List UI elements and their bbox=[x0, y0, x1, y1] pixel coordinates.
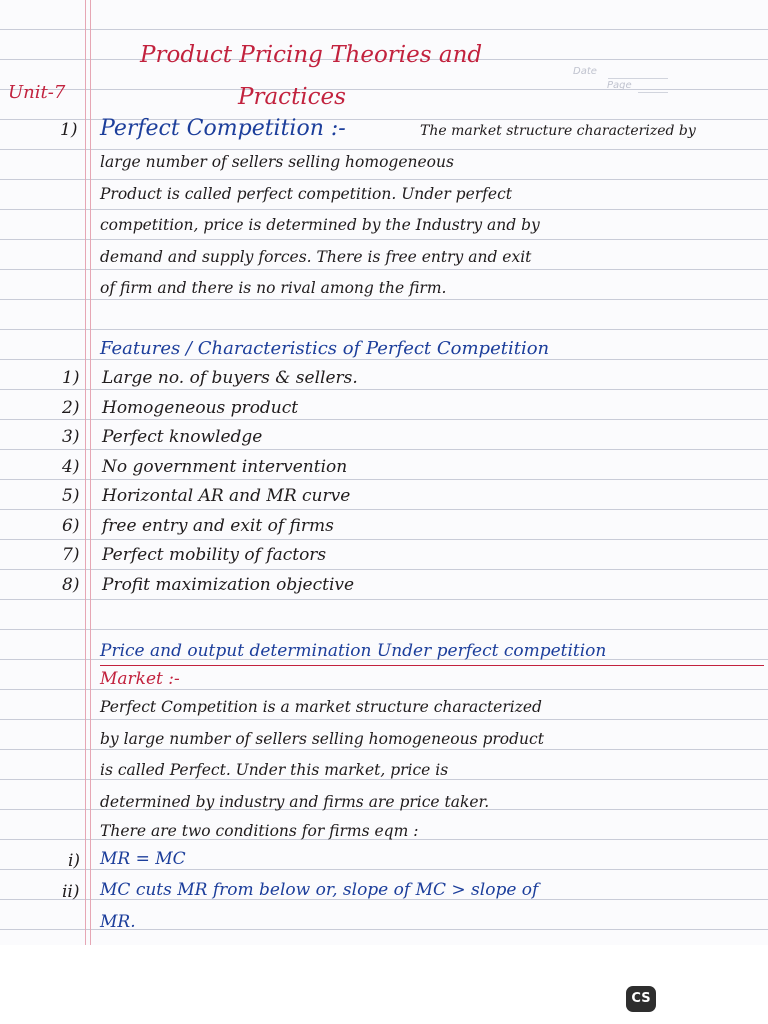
feature-number: 6) bbox=[62, 516, 80, 536]
feature-item: Perfect mobility of factors bbox=[102, 545, 327, 565]
camscanner-badge: CS bbox=[626, 986, 656, 1012]
paragraph-line: competition, price is determined by the Industry and by bbox=[100, 216, 540, 234]
date-page-stamp bbox=[563, 56, 673, 104]
feature-number: 2) bbox=[62, 398, 80, 418]
feature-item: Perfect knowledge bbox=[102, 427, 263, 447]
feature-item: free entry and exit of firms bbox=[102, 516, 334, 536]
condition-text: MC cuts MR from below or, slope of MC > slope of bbox=[100, 880, 539, 900]
paragraph-line: large number of sellers selling homogeneous bbox=[100, 153, 454, 171]
page-title-line2: Practices bbox=[238, 84, 346, 110]
paragraph-line: is called Perfect. Under this market, price is bbox=[100, 761, 449, 779]
section-number: 1) bbox=[60, 120, 78, 140]
unit-label: Unit-7 bbox=[8, 82, 66, 103]
paragraph-line: determined by industry and firms are price taker. bbox=[100, 793, 490, 811]
section-heading: Price and output determination Under perfect competition bbox=[100, 641, 607, 661]
condition-number: ii) bbox=[62, 882, 80, 902]
feature-number: 8) bbox=[62, 575, 80, 595]
feature-number: 4) bbox=[62, 457, 80, 477]
paragraph-line: The market structure characterized by bbox=[420, 124, 696, 138]
section-heading: Perfect Competition :- bbox=[100, 116, 346, 141]
date-label: Date bbox=[573, 66, 597, 77]
feature-number: 1) bbox=[62, 368, 80, 388]
condition-continuation: MR. bbox=[100, 912, 136, 932]
paragraph-line: of firm and there is no rival among the firm. bbox=[100, 279, 447, 297]
feature-item: No government intervention bbox=[102, 457, 348, 477]
feature-number: 7) bbox=[62, 545, 80, 565]
feature-item: Horizontal AR and MR curve bbox=[102, 486, 351, 506]
condition-number: i) bbox=[68, 851, 81, 871]
feature-number: 5) bbox=[62, 486, 80, 506]
features-heading: Features / Characteristics of Perfect Competition bbox=[100, 338, 550, 359]
section-heading-continued: Market :- bbox=[100, 669, 180, 689]
feature-number: 3) bbox=[62, 427, 80, 447]
paragraph-line: There are two conditions for firms eqm : bbox=[100, 822, 419, 840]
feature-item: Homogeneous product bbox=[102, 398, 299, 418]
margin-line bbox=[90, 0, 91, 945]
feature-item: Profit maximization objective bbox=[102, 575, 355, 595]
page-label: Page bbox=[607, 80, 632, 91]
margin-line bbox=[85, 0, 86, 945]
paragraph-line: Product is called perfect competition. Under perfect bbox=[100, 185, 513, 203]
paragraph-line: Perfect Competition is a market structure characterized bbox=[100, 698, 542, 716]
page-title: Product Pricing Theories and bbox=[140, 42, 483, 68]
paragraph-line: demand and supply forces. There is free entry and exit bbox=[100, 248, 532, 266]
paragraph-line: by large number of sellers selling homogeneous product bbox=[100, 730, 544, 748]
condition-text: MR = MC bbox=[100, 849, 186, 869]
feature-item: Large no. of buyers & sellers. bbox=[102, 368, 358, 388]
